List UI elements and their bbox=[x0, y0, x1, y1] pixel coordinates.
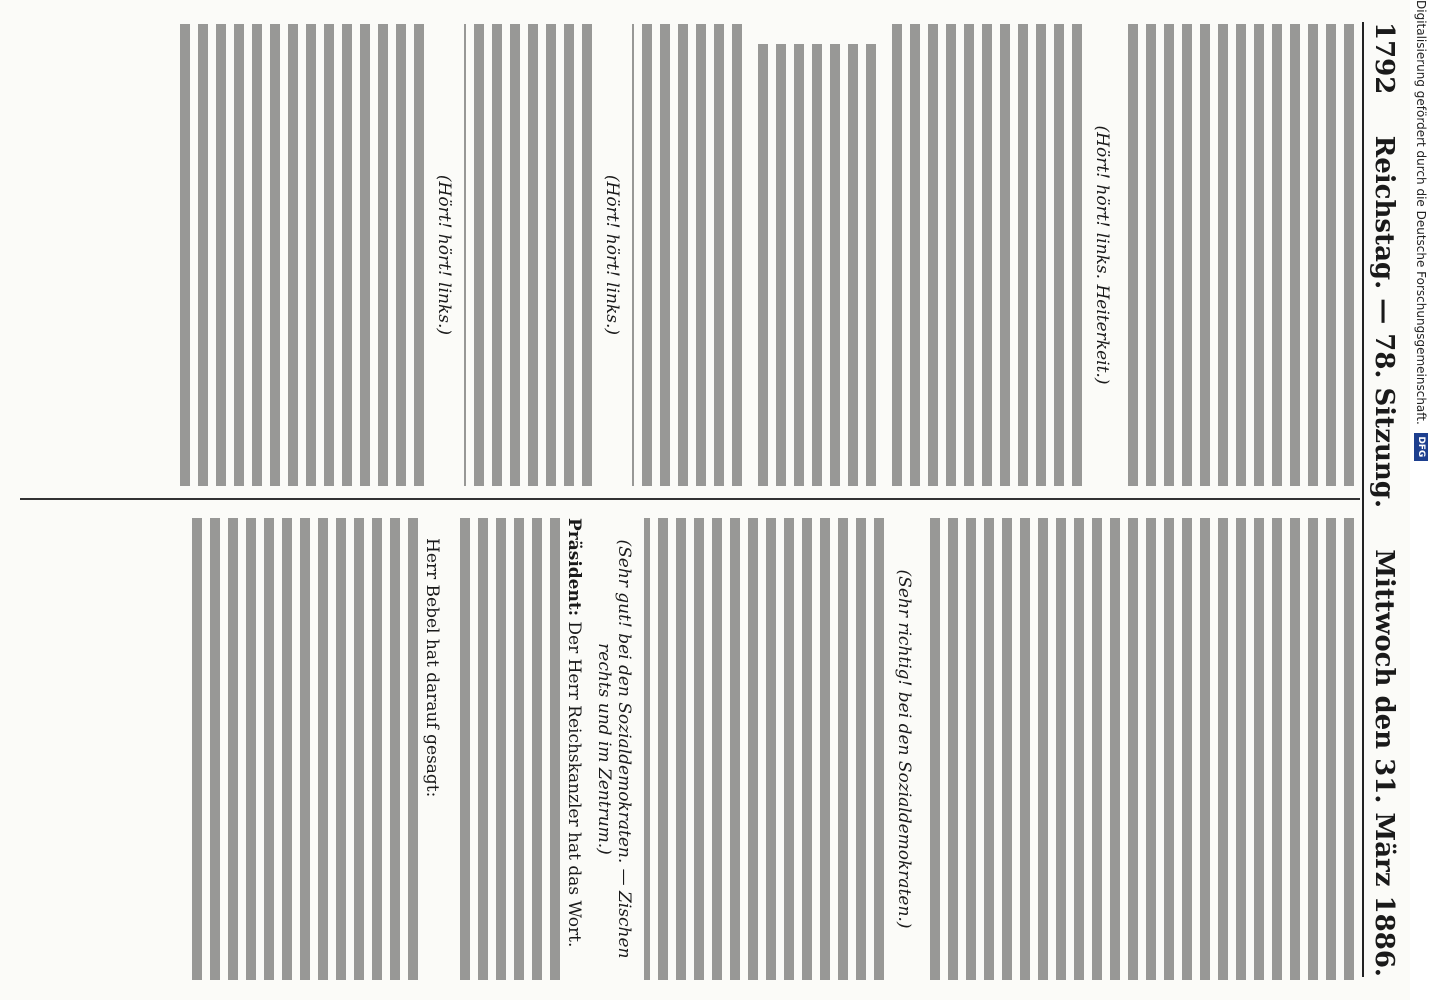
speaker-text: Der Herr Reichskanzler hat das Wort. bbox=[564, 621, 584, 948]
paragraph-block bbox=[644, 518, 884, 980]
speaker-label: Präsident: bbox=[564, 518, 584, 616]
left-column bbox=[164, 24, 1354, 486]
credit-text: Digitalisierung gefördert durch die Deutsche Forschungsgemeinschaft. bbox=[1414, 0, 1428, 425]
header-title: Reichstag. — 78. Sitzung. bbox=[1369, 135, 1399, 508]
paragraph-block bbox=[174, 24, 424, 486]
paragraph-block bbox=[464, 24, 592, 486]
dfg-logo: DFG bbox=[1414, 433, 1428, 461]
credit-strip bbox=[1411, 0, 1431, 1000]
column-divider bbox=[20, 498, 1360, 500]
interjection: (Hört! hört! links.) bbox=[602, 174, 622, 336]
interjection: (Sehr richtig! bei den Sozialdemokraten.) bbox=[894, 569, 914, 929]
paragraph-block bbox=[886, 24, 1082, 486]
paragraph-block bbox=[452, 518, 560, 980]
page-header bbox=[1368, 22, 1400, 977]
paragraph-block bbox=[188, 518, 418, 980]
paragraph-block bbox=[1122, 24, 1354, 486]
paragraph-block bbox=[924, 518, 1354, 980]
interjection: (Hört! hört! links. Heiterkeit.) bbox=[1092, 125, 1112, 385]
speaker-line bbox=[564, 518, 584, 980]
quoted-passage bbox=[752, 44, 876, 486]
interjection: (Hört! hört! links.) bbox=[434, 174, 454, 336]
interjection: (Sehr gut! bei den Sozialdemokraten. — Zischen rechts und im Zentrum.) bbox=[594, 539, 634, 959]
header-rule bbox=[1362, 22, 1364, 977]
page-number: 1792 bbox=[1369, 22, 1399, 95]
right-column bbox=[178, 518, 1354, 980]
header-date: Mittwoch den 31. März 1886. bbox=[1369, 549, 1399, 977]
paragraph-block bbox=[632, 24, 742, 486]
digitization-credit bbox=[1411, 0, 1431, 1000]
reported-speech-intro: Herr Bebel hat darauf gesagt: bbox=[422, 538, 442, 798]
